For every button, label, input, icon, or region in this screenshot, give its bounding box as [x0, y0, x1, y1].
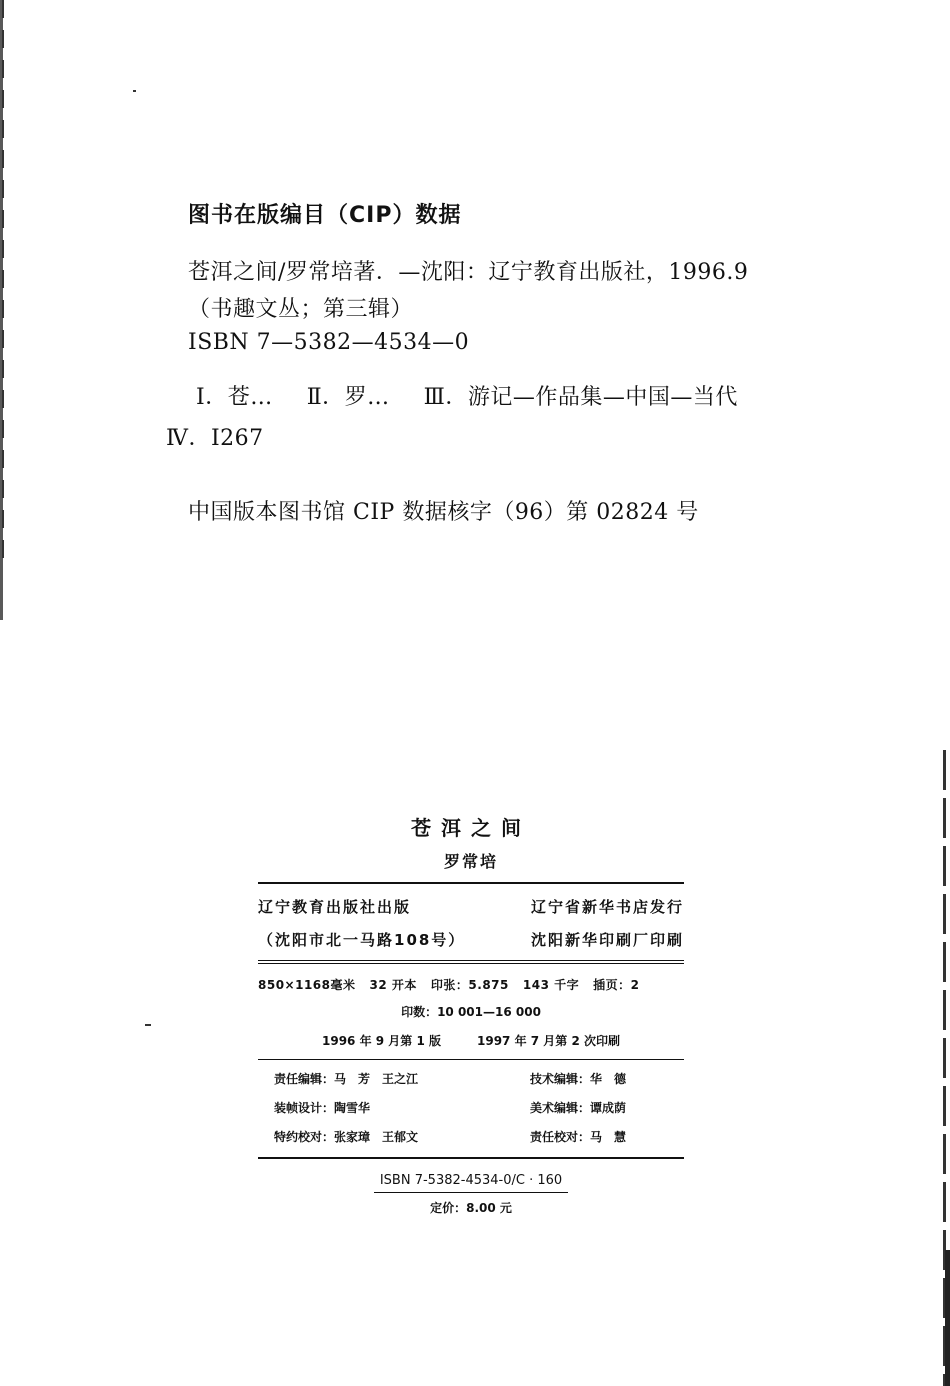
spec-format: 32 开本 — [369, 978, 417, 992]
scan-speck — [133, 90, 136, 92]
publisher: 辽宁教育出版社出版 — [258, 898, 412, 916]
spec-plates: 插页：2 — [593, 978, 640, 992]
isbn-code: ISBN 7-5382-4534-0/C · 160 — [374, 1173, 568, 1193]
scan-edge-right-bottom — [945, 1250, 950, 1386]
cip-title-line: 苍洱之间/罗常培著．—沈阳：辽宁教育出版社，1996.9 — [188, 260, 749, 285]
format-specs — [258, 976, 684, 993]
print-run: 印数：10 001—16 000 — [401, 1005, 541, 1019]
colophon — [258, 812, 684, 1216]
cip-verification-line: 中国版本图书馆 CIP 数据核字（96）第 02824 号 — [188, 500, 699, 525]
cip-classification-line — [196, 380, 738, 411]
cip-class-3: Ⅲ．游记—作品集—中国—当代 — [423, 385, 738, 410]
distributor: 辽宁省新华书店发行 — [530, 898, 684, 916]
staff-row — [258, 1099, 684, 1116]
divider — [258, 963, 684, 964]
spec-sheets: 印张：5.875 — [430, 978, 509, 992]
edition-dates — [258, 1032, 684, 1049]
cip-series-line: （书趣文丛；第三辑） — [188, 297, 414, 322]
staff-row — [258, 1070, 684, 1087]
book-title: 苍洱之间 — [411, 816, 531, 840]
staff-row — [258, 1128, 684, 1145]
publisher-address: （沈阳市北一马路108号） — [258, 931, 466, 949]
cip-class-1: Ⅰ．苍… — [196, 385, 273, 410]
colophon-top-rule — [258, 882, 684, 884]
staff-right: 美术编辑：谭成荫 — [530, 1101, 627, 1115]
staff-right: 技术编辑：华 德 — [530, 1072, 627, 1086]
staff-right: 责任校对：马 慧 — [530, 1130, 627, 1144]
spec-size: 850×1168毫米 — [258, 978, 356, 992]
publisher-row — [258, 896, 684, 917]
cip-class-2: Ⅱ．罗… — [306, 385, 390, 410]
isbn-wrap — [258, 1169, 684, 1193]
staff-left: 装帧设计：陶雪华 — [274, 1101, 371, 1115]
scan-edge-left-marks — [2, 0, 4, 560]
scan-speck — [145, 1024, 151, 1026]
colophon-bottom-rule — [258, 1157, 684, 1159]
printing: 1997 年 7 月第 2 次印刷 — [477, 1034, 620, 1048]
cip-class-number: Ⅳ．I267 — [166, 426, 264, 451]
address-row — [258, 929, 684, 950]
staff-credits — [258, 1070, 684, 1145]
divider — [258, 960, 684, 961]
printer: 沈阳新华印刷厂印刷 — [530, 931, 684, 949]
staff-left: 特约校对：张家璋 王郁文 — [274, 1130, 419, 1144]
spec-words: 143 千字 — [522, 978, 580, 992]
edition: 1996 年 9 月第 1 版 — [322, 1034, 441, 1048]
book-author: 罗常培 — [443, 852, 498, 871]
cip-isbn-line: ISBN 7—5382—4534—0 — [188, 330, 470, 355]
price: 定价：8.00 元 — [430, 1201, 512, 1215]
divider — [258, 1059, 684, 1060]
staff-left: 责任编辑：马 芳 王之江 — [274, 1072, 419, 1086]
cip-heading: 图书在版编目（CIP）数据 — [188, 203, 462, 228]
